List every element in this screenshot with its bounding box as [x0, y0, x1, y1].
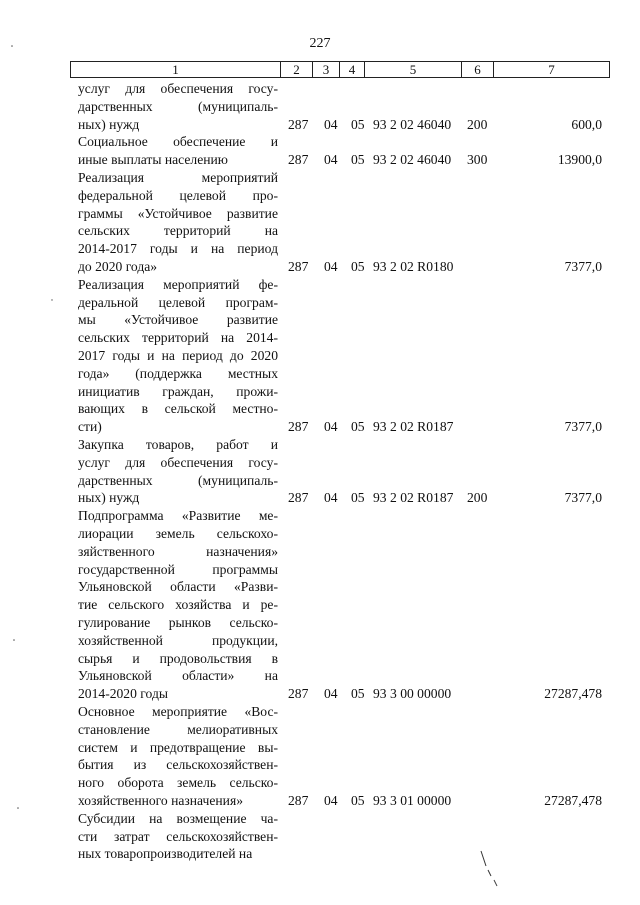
cell-col-7: 7377,0	[564, 490, 602, 506]
description-line: государственной программы	[78, 561, 278, 577]
description-line: Субсидии на возмещение ча-	[78, 810, 278, 826]
header-col-3: 3	[313, 61, 340, 78]
description-line: сельских территорий на	[78, 223, 278, 239]
cell-col-7: 7377,0	[564, 419, 602, 435]
description-line: дарственных (муниципаль-	[78, 98, 278, 114]
cell-col-2: 287	[288, 259, 309, 274]
header-col-2: 2	[281, 61, 313, 78]
cell-col-5: 93 2 02 R0187	[373, 419, 454, 435]
cell-col-6: 200	[467, 490, 488, 506]
cell-col-6: 300	[467, 152, 488, 168]
description-line: 2017 годы и на период до 2020	[78, 347, 278, 363]
page-number: 227	[309, 36, 331, 51]
cell-col-5: 93 3 00 00000	[373, 686, 452, 702]
description-line: сти затрат сельскохозяйствен-	[78, 828, 278, 844]
cell-col-3: 04	[324, 419, 338, 435]
cell-col-4: 05	[351, 419, 365, 435]
description-line: федеральной целевой про-	[78, 187, 278, 203]
description-line: вающих в сельской местно-	[78, 401, 278, 417]
description-line: Реализация мероприятий	[78, 170, 278, 185]
description-line: Ульяновской области» на	[78, 668, 278, 684]
description-line: ных товаропроизводителей на	[78, 846, 253, 862]
description-line: до 2020 года»	[78, 258, 158, 274]
cell-col-2: 287	[288, 686, 309, 702]
cell-col-4: 05	[351, 490, 365, 506]
description-line: мы «Устойчивое развитие	[78, 312, 278, 328]
cell-col-3: 04	[324, 152, 338, 168]
description-line: Закупка товаров, работ и	[78, 437, 278, 452]
description-line: ного оборота земель сельско-	[78, 775, 278, 791]
description-line: сырья и продовольствия в	[78, 650, 278, 666]
cell-col-5: 93 2 02 R0180	[373, 259, 454, 274]
description-line: Реализация мероприятий фе-	[78, 276, 278, 292]
cell-col-3: 04	[324, 490, 338, 506]
header-col-6: 6	[462, 61, 494, 78]
description-line: иные выплаты населению	[78, 152, 228, 168]
cell-col-7: 27287,478	[544, 686, 602, 702]
cell-col-7: 600,0	[571, 116, 602, 132]
description-line: сельских территорий на 2014-	[78, 330, 278, 346]
header-col-5: 5	[365, 61, 462, 78]
description-line: Подпрограмма «Развитие ме-	[78, 508, 278, 524]
cell-col-7: 27287,478	[544, 793, 602, 808]
cell-col-7: 13900,0	[557, 152, 602, 168]
header-col-7: 7	[494, 61, 610, 78]
header-col-1: 1	[70, 61, 281, 78]
description-line: 2014-2017 годы и на период	[78, 241, 278, 257]
cell-col-4: 05	[351, 259, 365, 274]
cell-col-3: 04	[324, 793, 338, 808]
cell-col-3: 04	[324, 116, 338, 132]
cell-col-4: 05	[351, 116, 365, 132]
cell-col-2: 287	[288, 793, 309, 808]
description-line: систем и предотвращение вы-	[78, 739, 278, 755]
cell-col-5: 93 2 02 46040	[373, 116, 452, 132]
cell-col-2: 287	[288, 419, 309, 435]
description-line: Социальное обеспечение и	[78, 134, 278, 150]
description-line: года» (поддержка местных	[78, 365, 278, 381]
description-line: гулирование рынков сельско-	[78, 614, 278, 630]
cell-col-3: 04	[324, 259, 338, 274]
description-line: услуг для обеспечения госу-	[78, 81, 278, 96]
description-line: 2014-2020 годы	[78, 686, 168, 702]
description-line: зяйственного назначения»	[78, 543, 278, 559]
cell-col-4: 05	[351, 793, 365, 808]
cell-col-5: 93 2 02 46040	[373, 152, 452, 168]
description-line: тие сельского хозяйства и ре-	[78, 597, 278, 613]
description-line: сти)	[78, 419, 102, 435]
description-line: лиорации земель сельскохо-	[78, 525, 278, 541]
description-line: Основное мероприятие «Вос-	[78, 704, 278, 719]
description-line: ных) нужд	[78, 116, 140, 132]
cell-col-2: 287	[288, 152, 309, 168]
cell-col-4: 05	[351, 152, 365, 168]
description-line: становление мелиоративных	[78, 721, 278, 737]
cell-col-6: 200	[467, 116, 488, 132]
cell-col-7: 7377,0	[564, 259, 602, 274]
description-line: услуг для обеспечения госу-	[78, 454, 278, 470]
cell-col-5: 93 3 01 00000	[373, 793, 452, 808]
description-line: инициатив граждан, прожи-	[78, 383, 278, 399]
description-line: Ульяновской области «Разви-	[78, 579, 278, 595]
cell-col-3: 04	[324, 686, 338, 702]
cell-col-5: 93 2 02 R0187	[373, 490, 454, 506]
description-line: хозяйственной продукции,	[78, 632, 278, 648]
cell-col-2: 287	[288, 490, 309, 506]
cell-col-2: 287	[288, 116, 309, 132]
description-line: ных) нужд	[78, 490, 140, 506]
description-line: дарственных (муниципаль-	[78, 472, 278, 488]
cell-col-4: 05	[351, 686, 365, 702]
description-line: бытия из сельскохозяйствен-	[78, 757, 278, 773]
description-line: граммы «Устойчивое развитие	[78, 205, 278, 221]
header-col-4: 4	[340, 61, 365, 78]
description-line: деральной целевой програм-	[78, 294, 278, 310]
description-line: хозяйственного назначения»	[78, 792, 244, 808]
